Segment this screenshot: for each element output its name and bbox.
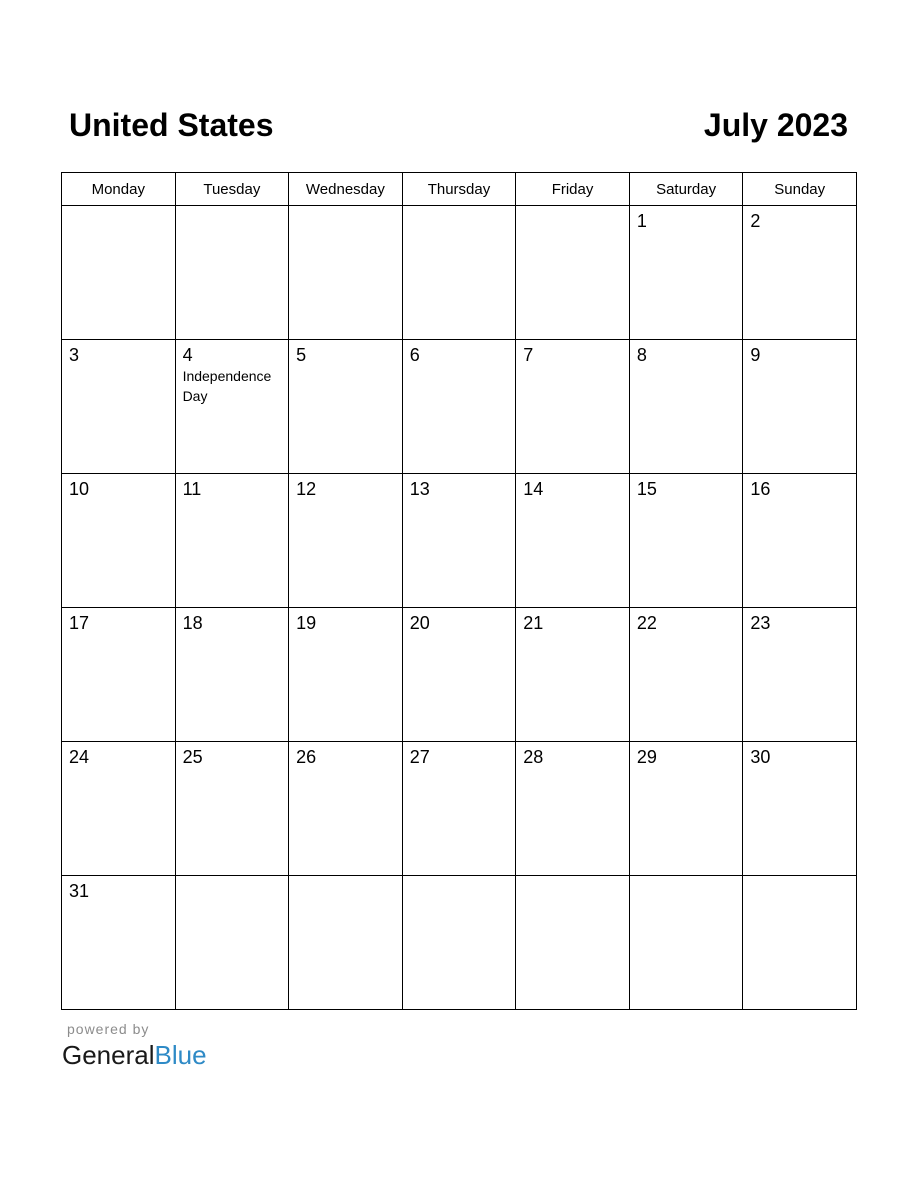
day-number: 11: [182, 479, 202, 499]
day-number: 24: [69, 747, 90, 767]
weekday-header: Wednesday: [289, 173, 403, 206]
day-cell: [516, 340, 630, 474]
day-cell: [629, 474, 743, 608]
day-number: 8: [636, 345, 647, 365]
weekday-header: Saturday: [629, 173, 743, 206]
day-cell: [402, 742, 516, 876]
day-cell: [402, 206, 516, 340]
day-number: [630, 876, 743, 881]
day-cell: [62, 340, 176, 474]
day-cell: [516, 206, 630, 340]
week-row: [62, 206, 857, 340]
day-cell: [175, 340, 289, 474]
day-number: 15: [636, 479, 657, 499]
day-cell: [402, 474, 516, 608]
day-number: [516, 876, 629, 881]
week-row: [62, 876, 857, 1010]
day-number: 2: [750, 211, 761, 231]
day-cell: [402, 340, 516, 474]
holiday-label: Independence Day: [182, 368, 272, 404]
weekday-header: Tuesday: [175, 173, 289, 206]
day-cell: [175, 876, 289, 1010]
day-number: 22: [636, 613, 657, 633]
day-cell: [289, 206, 403, 340]
day-number: 17: [69, 613, 90, 633]
day-cell: [629, 340, 743, 474]
day-cell: [62, 876, 176, 1010]
day-number: 7: [523, 345, 534, 365]
day-number: [403, 206, 516, 211]
day-cell: [743, 474, 857, 608]
day-cell: [516, 742, 630, 876]
day-number: 3: [69, 345, 80, 365]
day-cell: [62, 474, 176, 608]
day-number: [289, 206, 402, 211]
day-cell: [289, 608, 403, 742]
day-cell: [402, 608, 516, 742]
day-cell: [175, 206, 289, 340]
day-cell: [175, 474, 289, 608]
day-cell: [516, 474, 630, 608]
brand-general-text: General: [62, 1040, 155, 1070]
day-number: 13: [409, 479, 430, 499]
weekday-header: Sunday: [743, 173, 857, 206]
day-number: 26: [296, 747, 317, 767]
day-number: [176, 876, 289, 881]
day-number: 28: [523, 747, 544, 767]
day-cell: [62, 742, 176, 876]
day-number: 18: [182, 613, 203, 633]
day-number: 20: [409, 613, 430, 633]
day-cell: [516, 876, 630, 1010]
day-cell: [743, 340, 857, 474]
weekday-header: Friday: [516, 173, 630, 206]
day-number: [62, 206, 175, 211]
day-number: 23: [750, 613, 771, 633]
day-number: [403, 876, 516, 881]
day-number: 14: [523, 479, 544, 499]
calendar-country-title: United States: [69, 107, 274, 143]
week-row: [62, 340, 857, 474]
day-cell: [175, 742, 289, 876]
day-number: 31: [69, 881, 90, 901]
day-number: 19: [296, 613, 317, 633]
day-number: [176, 206, 289, 211]
day-number: 25: [182, 747, 203, 767]
day-cell: [743, 876, 857, 1010]
day-cell: [743, 206, 857, 340]
day-number: 9: [750, 345, 761, 365]
day-cell: [62, 608, 176, 742]
day-number: 16: [750, 479, 771, 499]
day-cell: [629, 608, 743, 742]
weekday-header-row: [62, 173, 857, 206]
day-cell: [175, 608, 289, 742]
weekday-header: Monday: [62, 173, 176, 206]
powered-by-text: powered by: [67, 1021, 150, 1037]
day-number: 10: [69, 479, 90, 499]
day-cell: [289, 742, 403, 876]
day-cell: [516, 608, 630, 742]
day-number: [516, 206, 629, 211]
day-cell: [289, 876, 403, 1010]
day-number: 6: [409, 345, 420, 365]
day-number: 12: [296, 479, 317, 499]
day-cell: [402, 876, 516, 1010]
day-number: 29: [636, 747, 657, 767]
day-cell: [743, 608, 857, 742]
day-number: [289, 876, 402, 881]
day-number: [743, 876, 856, 881]
day-cell: [289, 474, 403, 608]
day-number: 4: [182, 345, 193, 365]
day-number: 5: [296, 345, 307, 365]
day-number: 21: [523, 613, 544, 633]
week-row: [62, 608, 857, 742]
day-cell: [629, 876, 743, 1010]
day-cell: [743, 742, 857, 876]
brand-blue-text: Blue: [154, 1040, 207, 1070]
day-cell: [62, 206, 176, 340]
day-cell: [629, 742, 743, 876]
week-row: [62, 742, 857, 876]
day-cell: [289, 340, 403, 474]
week-row: [62, 474, 857, 608]
day-number: 1: [636, 211, 647, 231]
calendar-grid: [61, 172, 857, 1010]
generalblue-logo[interactable]: [62, 1038, 207, 1072]
day-number: 27: [409, 747, 430, 767]
calendar-month-title: July 2023: [703, 107, 848, 143]
day-number: 30: [750, 747, 771, 767]
day-cell: [629, 206, 743, 340]
weekday-header: Thursday: [402, 173, 516, 206]
